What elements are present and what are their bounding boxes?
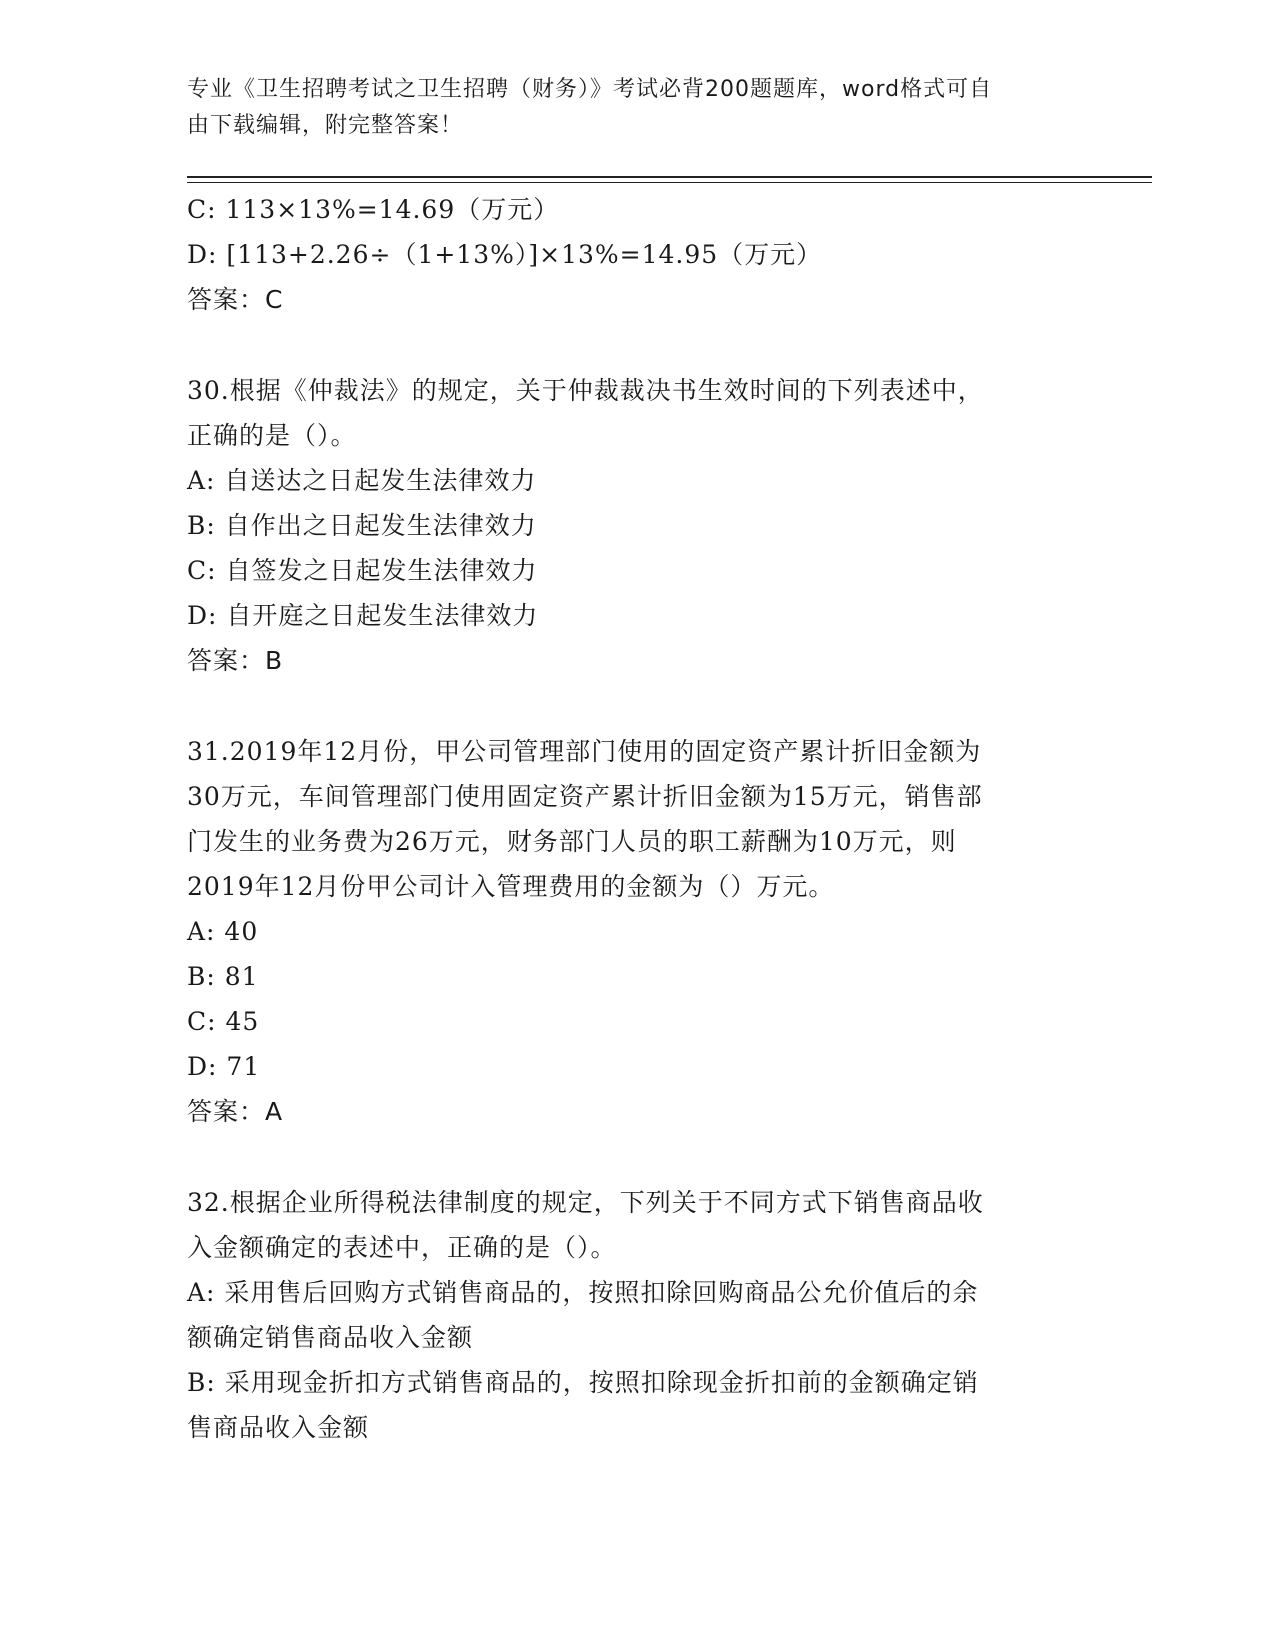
question-29-tail — [187, 187, 1087, 322]
question-stem: 正确的是（）。 — [187, 421, 357, 450]
header-line: 专业《卫生招聘考试之卫生招聘（财务）》考试必背200题题库，word格式可自 — [187, 77, 993, 102]
option-d: D: 自开庭之日起发生法律效力 — [187, 601, 539, 630]
question-stem: 2019年12月份甲公司计入管理费用的金额为（）万元。 — [187, 872, 835, 901]
option-c: C: 45 — [187, 1007, 260, 1036]
question-stem: 入金额确定的表述中，正确的是（）。 — [187, 1233, 617, 1262]
option-d: D: [113+2.26÷（1+13%）]×13%=14.95（万元） — [187, 240, 823, 269]
document-header — [187, 72, 1067, 144]
option-b: B: 采用现金折扣方式销售商品的，按照扣除现金折扣前的金额确定销 — [187, 1368, 979, 1397]
option-a: A: 自送达之日起发生法律效力 — [187, 466, 537, 495]
header-line: 由下载编辑，附完整答案！ — [187, 113, 464, 138]
answer-line: 答案：A — [187, 1097, 284, 1126]
option-a: A: 采用售后回购方式销售商品的，按照扣除回购商品公允价值后的余 — [187, 1278, 979, 1307]
question-30 — [187, 368, 1087, 683]
option-c: C: 113×13%=14.69（万元） — [187, 195, 560, 224]
option-b-continued: 售商品收入金额 — [187, 1413, 370, 1442]
question-stem: 32.根据企业所得税法律制度的规定，下列关于不同方式下销售商品收 — [187, 1188, 984, 1217]
option-a: A: 40 — [187, 917, 259, 946]
question-31 — [187, 729, 1087, 1134]
question-32 — [187, 1180, 1087, 1450]
question-stem: 门发生的业务费为26万元，财务部门人员的职工薪酬为10万元，则 — [187, 827, 957, 856]
question-stem: 31.2019年12月份，甲公司管理部门使用的固定资产累计折旧金额为 — [187, 737, 982, 766]
question-stem: 30万元，车间管理部门使用固定资产累计折旧金额为15万元，销售部 — [187, 782, 983, 811]
header-rule — [187, 182, 1152, 183]
answer-line: 答案：B — [187, 646, 284, 675]
question-list — [187, 187, 1087, 1450]
option-b: B: 81 — [187, 962, 259, 991]
answer-line: 答案：C — [187, 285, 284, 314]
option-a-continued: 额确定销售商品收入金额 — [187, 1323, 474, 1352]
question-stem: 30.根据《仲裁法》的规定，关于仲裁裁决书生效时间的下列表述中， — [187, 376, 984, 405]
option-c: C: 自签发之日起发生法律效力 — [187, 556, 538, 585]
option-d: D: 71 — [187, 1052, 261, 1081]
header-rule — [187, 176, 1152, 178]
option-b: B: 自作出之日起发生法律效力 — [187, 511, 537, 540]
